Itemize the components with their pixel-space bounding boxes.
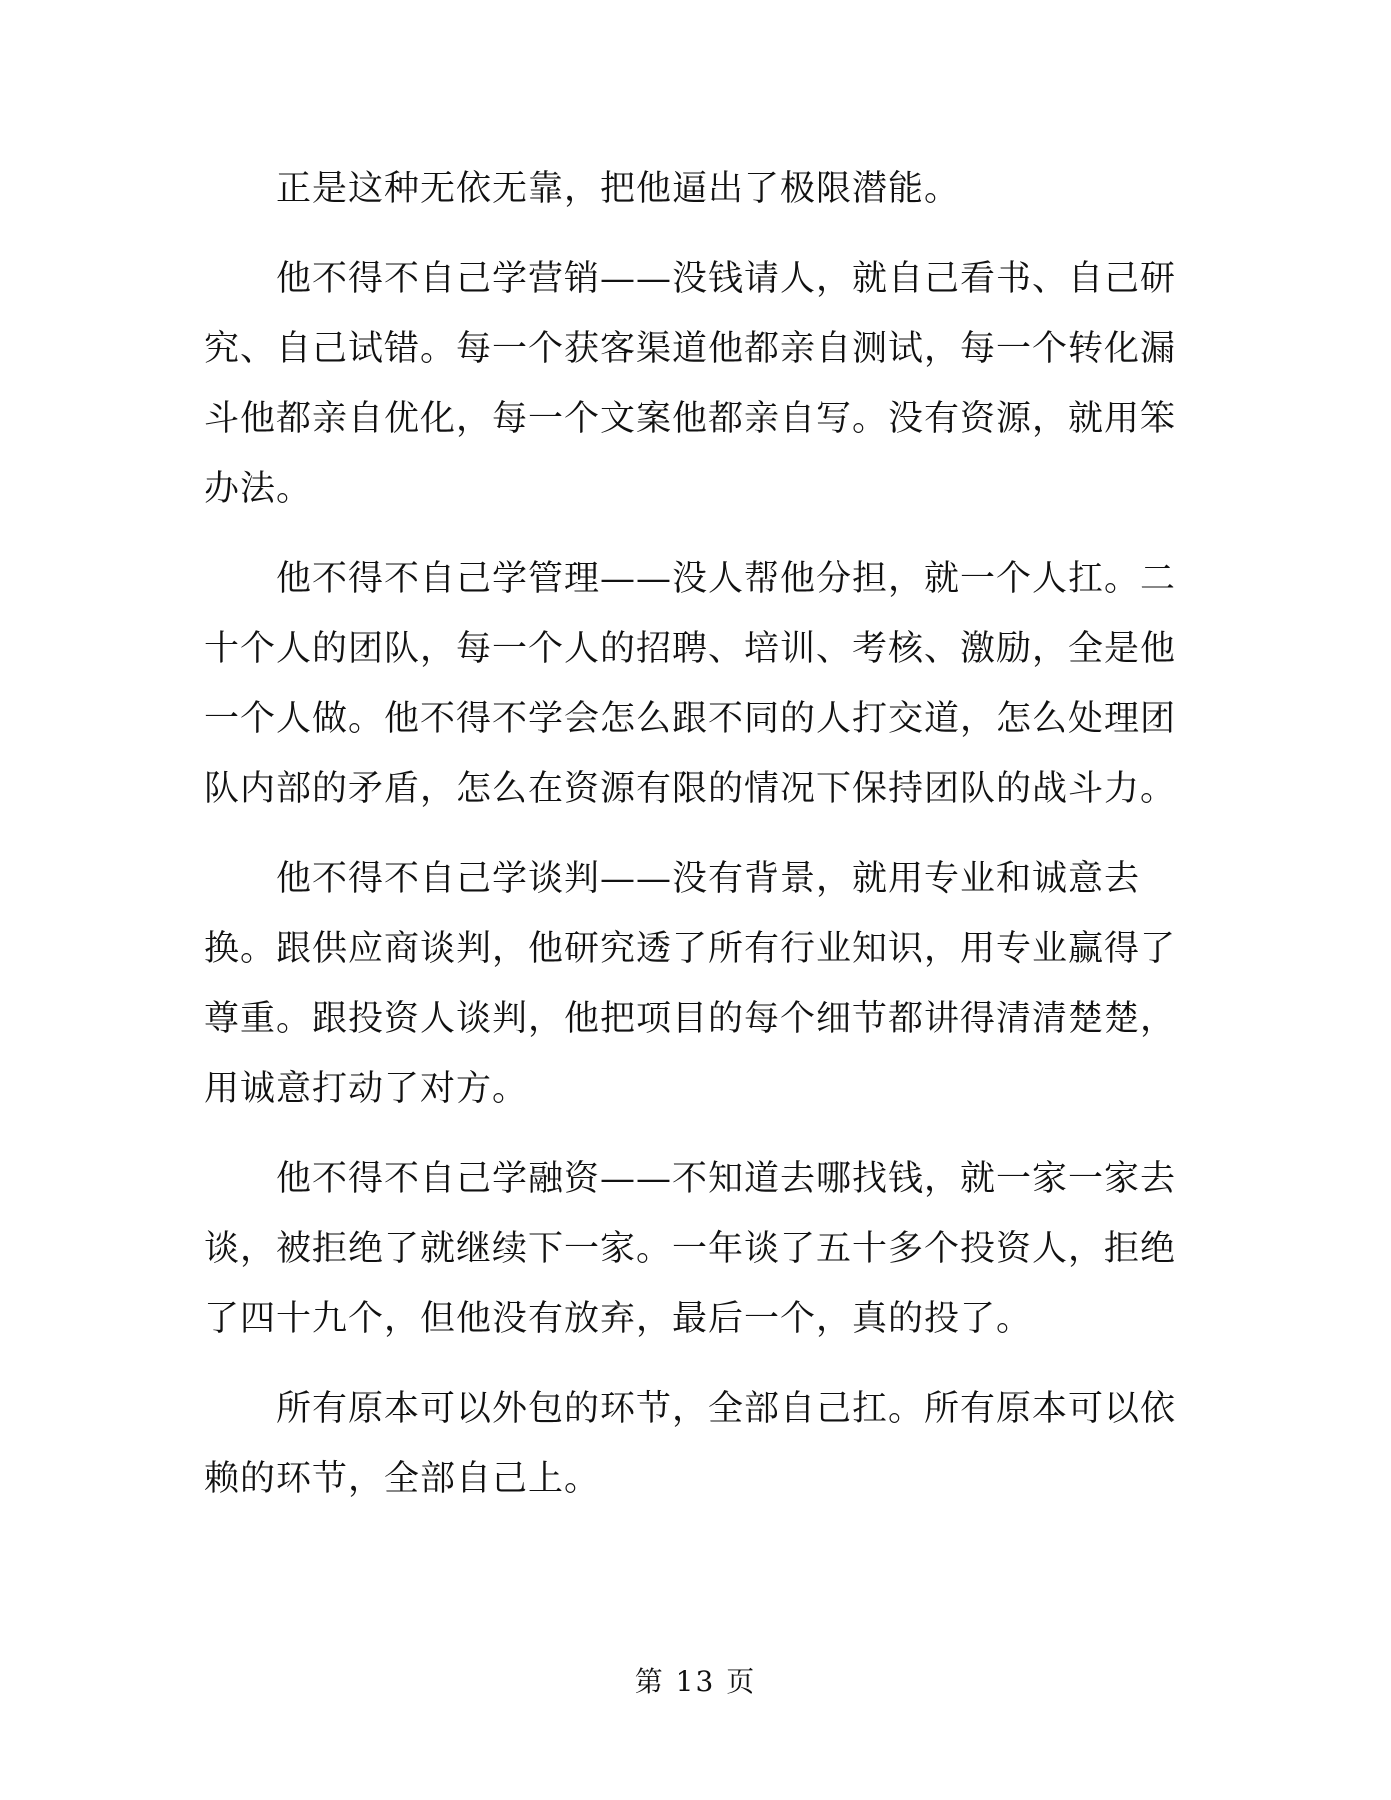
- page-body: [204, 154, 1187, 1534]
- paragraph-5: 他不得不自己学融资——不知道去哪找钱，就一家一家去谈，被拒绝了就继续下一家。一年谈了五十多个投资人，拒绝了四十九个，但他没有放弃，最后一个，真的投了。: [204, 1159, 1177, 1339]
- page-number: 第 13 页: [634, 1665, 757, 1698]
- paragraph-6: 所有原本可以外包的环节，全部自己扛。所有原本可以依赖的环节，全部自己上。: [204, 1389, 1177, 1499]
- paragraph-4: 他不得不自己学谈判——没有背景，就用专业和诚意去换。跟供应商谈判，他研究透了所有行业知识，用专业赢得了尊重。跟投资人谈判，他把项目的每个细节都讲得清清楚楚，用诚意打动了对方。: [204, 859, 1177, 1109]
- paragraph-3: 他不得不自己学管理——没人帮他分担，就一个人扛。二十个人的团队，每一个人的招聘、培训、考核、激励，全是他一个人做。他不得不学会怎么跟不同的人打交道，怎么处理团队内部的矛盾，怎么在资源有限的情况下保持团队的战斗力。: [204, 559, 1177, 809]
- paragraph-2: 他不得不自己学营销——没钱请人，就自己看书、自己研究、自己试错。每一个获客渠道他都亲自测试，每一个转化漏斗他都亲自优化，每一个文案他都亲自写。没有资源，就用笨办法。: [204, 259, 1177, 509]
- paragraph-1: 正是这种无依无靠，把他逼出了极限潜能。: [276, 169, 961, 209]
